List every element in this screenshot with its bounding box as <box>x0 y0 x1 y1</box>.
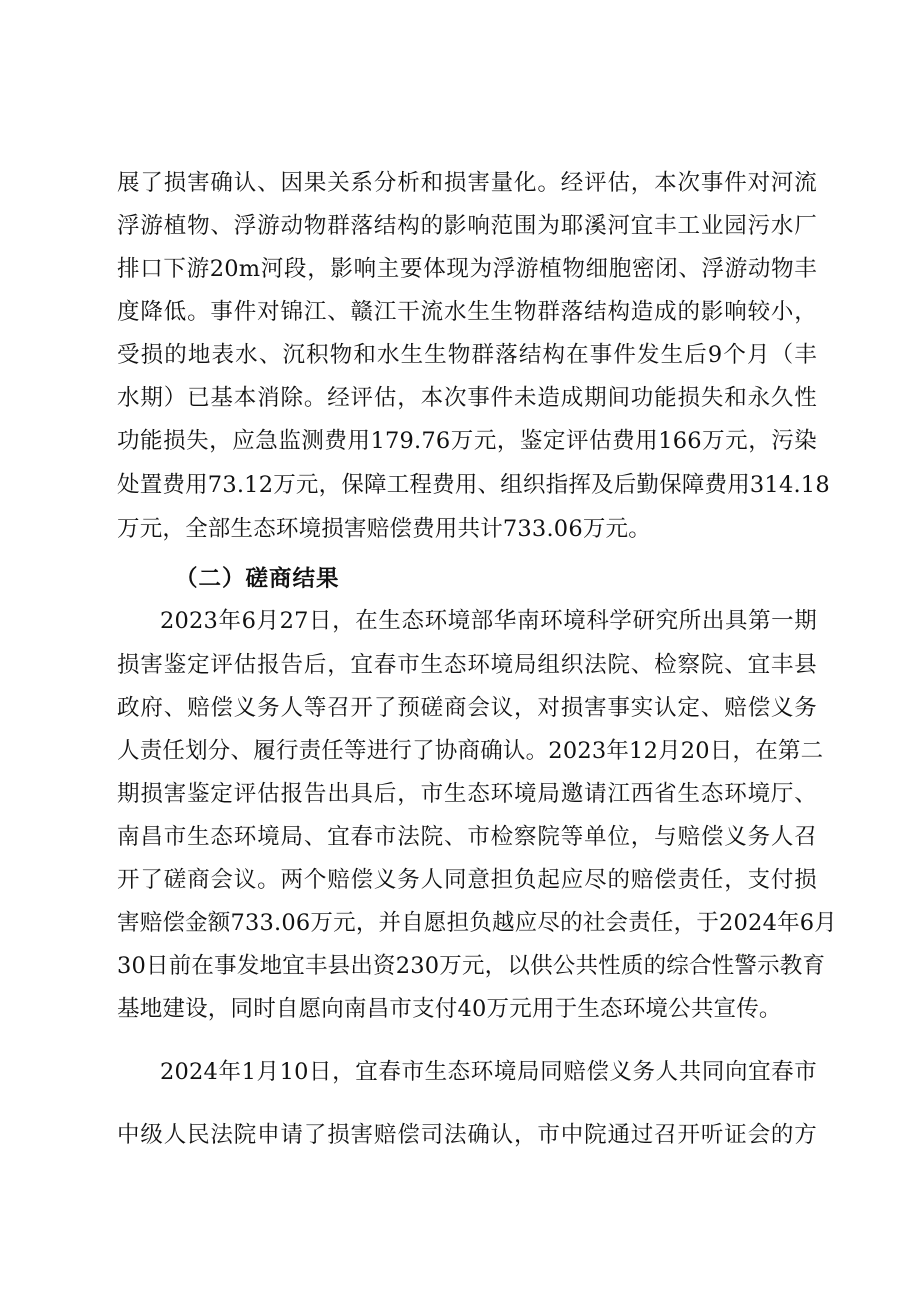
text-line: 功能损失，应急监测费用179.76万元，鉴定评估费用166万元，污染 <box>117 428 817 454</box>
text-line: 2024年1月10日，宜春市生态环境局同赔偿义务人共同向宜春市 <box>160 1059 817 1085</box>
text-line: 2023年6月27日，在生态环境部华南环境科学研究所出具第一期 <box>160 608 817 634</box>
text-line: 开了磋商会议。两个赔偿义务人同意担负起应尽的赔偿责任，支付损 <box>117 867 817 893</box>
text-line: 政府、赔偿义务人等召开了预磋商会议，对损害事实认定、赔偿义务 <box>117 695 817 721</box>
text-line: 水期）已基本消除。经评估，本次事件未造成期间功能损失和永久性 <box>117 385 817 411</box>
text-line: 处置费用73.12万元，保障工程费用、组织指挥及后勤保障费用314.18 <box>117 472 830 498</box>
text-line: 南昌市生态环境局、宜春市法院、市检察院等单位，与赔偿义务人召 <box>117 824 817 850</box>
text-line: 受损的地表水、沉积物和水生生物群落结构在事件发生后9个月（丰 <box>117 342 817 368</box>
text-line: 浮游植物、浮游动物群落结构的影响范围为耶溪河宜丰工业园污水厂 <box>117 213 817 239</box>
text-line: 人责任划分、履行责任等进行了协商确认。2023年12月20日，在第二 <box>117 738 824 764</box>
text-line: 展了损害确认、因果关系分析和损害量化。经评估，本次事件对河流 <box>117 170 817 196</box>
text-line: 基地建设，同时自愿向南昌市支付40万元用于生态环境公共宣传。 <box>117 996 782 1022</box>
text-line: 期损害鉴定评估报告出具后，市生态环境局邀请江西省生态环境厅、 <box>117 781 817 807</box>
text-line: 中级人民法院申请了损害赔偿司法确认，市中院通过召开听证会的方 <box>117 1122 817 1148</box>
section-heading: （二）磋商结果 <box>175 566 340 592</box>
text-line: 排口下游20m河段，影响主要体现为浮游植物细胞密闭、浮游动物丰 <box>117 256 817 282</box>
text-line: 损害鉴定评估报告后，宜春市生态环境局组织法院、检察院、宜丰县 <box>117 652 817 678</box>
text-line: 30日前在事发地宜丰县出资230万元，以供公共性质的综合性警示教育 <box>117 953 826 979</box>
text-line: 万元，全部生态环境损害赔偿费用共计733.06万元。 <box>117 516 651 542</box>
text-line: 害赔偿金额733.06万元，并自愿担负越应尽的社会责任，于2024年6月 <box>117 910 838 936</box>
text-line: 度降低。事件对锦江、赣江干流水生生物群落结构造成的影响较小， <box>117 299 817 325</box>
